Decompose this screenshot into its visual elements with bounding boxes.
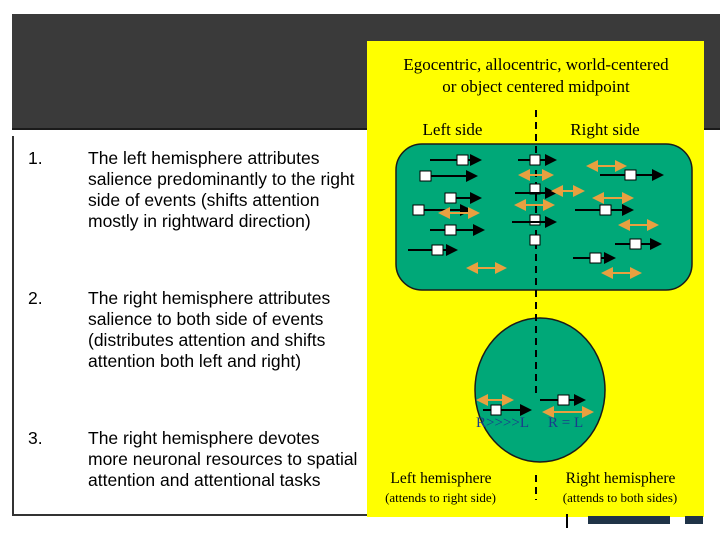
hemisphere-oval — [475, 318, 605, 462]
diagram-title-line1: Egocentric, allocentric, world-centered — [403, 55, 669, 74]
right-hemisphere-note: (attends to both sides) — [562, 490, 678, 505]
stimulus-field — [396, 144, 692, 290]
right-hemisphere-label: Right hemisphere — [565, 470, 676, 487]
left-hemisphere-note: (attends to right side) — [385, 490, 496, 505]
list-item-number: 2. — [28, 288, 43, 308]
list-item-text: The right hemisphere attributes salience to both side of events (distributes attention and shifts attention both left and right) — [88, 288, 331, 371]
list-item-text: The left hemisphere attributes salience predominantly to the right side of events (shifts attention mostly in rightward direction) — [88, 148, 355, 231]
right-formula: R = L — [548, 415, 584, 431]
left-hemisphere-label: Left hemisphere — [390, 470, 492, 487]
list-item-text: The right hemisphere devotes more neuronal resources to spatial attention and attentional tasks — [88, 428, 358, 490]
left-formula: R>>>>L — [476, 415, 530, 431]
right-side-label: Right side — [570, 120, 640, 139]
list-item-number: 3. — [28, 428, 43, 448]
diagram-title-line2: or object centered midpoint — [442, 77, 630, 96]
footer-logo — [588, 516, 670, 524]
list-item-number: 1. — [28, 148, 43, 168]
footer-divider — [566, 514, 568, 528]
footer-badge — [685, 516, 703, 524]
left-side-label: Left side — [422, 120, 483, 139]
